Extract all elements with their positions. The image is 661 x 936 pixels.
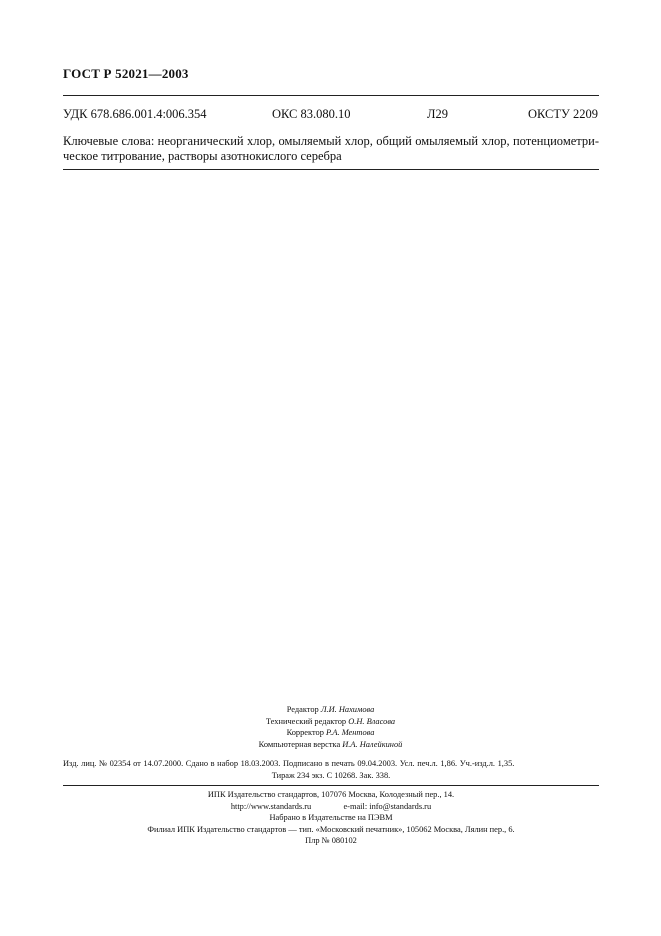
keywords-paragraph (63, 134, 599, 164)
header-rule (63, 95, 599, 96)
document-header: ГОСТ Р 52021—2003 (63, 66, 189, 81)
corrector-name: Р.А. Ментова (326, 728, 375, 738)
oks-code: ОКС 83.080.10 (272, 107, 351, 121)
publisher-block (63, 789, 599, 847)
publisher-contacts (63, 801, 599, 813)
imprint-line-2: Тираж 234 экз. С 10268. Зак. 338. (271, 770, 391, 780)
imprint-block (63, 758, 599, 781)
keywords-line-2: ческое титрование, растворы азотнокислого серебра (63, 149, 342, 163)
publisher-address: ИПК Издательство стандартов, 107076 Москва, Колодезный пер., 14. (207, 790, 455, 799)
udk-code: УДК 678.686.001.4:006.354 (63, 107, 207, 121)
publisher-website: http://www.standards.ru (230, 801, 312, 811)
imprint-line-1: Изд. лиц. № 02354 от 14.07.2000. Сдано в набор 18.03.2003. Подписано в печать 09.04.2003. Усл. печ.л. 1,86. Уч.-изд.л. 1,35. (63, 759, 515, 768)
layout-name: И.А. Налейкиной (342, 739, 403, 749)
tech-editor-credit: Технический редактор О.Н. Власова (265, 716, 396, 726)
printing-house: Филиал ИПК Издательство стандартов — тип. «Московский печатник», 105062 Москва, Лялин пер., 6. (147, 824, 515, 834)
keywords-line-1: Ключевые слова: неорганический хлор, омыляемый хлор, общий омыляемый хлор, потенциометри- (63, 134, 599, 148)
license-number: Плр № 080102 (305, 836, 357, 846)
publisher-email: e-mail: info@standards.ru (343, 801, 432, 811)
keywords-rule (63, 169, 599, 170)
editor-name: Л.И. Нахимова (320, 705, 375, 714)
corrector-credit: Корректор Р.А. Ментова (286, 728, 375, 738)
layout-credit: Компьютерная верстка И.А. Налейкиной (258, 739, 403, 749)
credits-block (0, 704, 661, 750)
okstu-code: ОКСТУ 2209 (528, 107, 599, 121)
typeset-note: Набрано в Издательстве на ПЭВМ (269, 813, 393, 823)
tech-editor-name: О.Н. Власова (348, 716, 396, 726)
imprint-rule (63, 785, 599, 786)
editor-credit: Редактор Л.И. Нахимова (286, 705, 375, 714)
group-code: Л29 (427, 107, 448, 121)
